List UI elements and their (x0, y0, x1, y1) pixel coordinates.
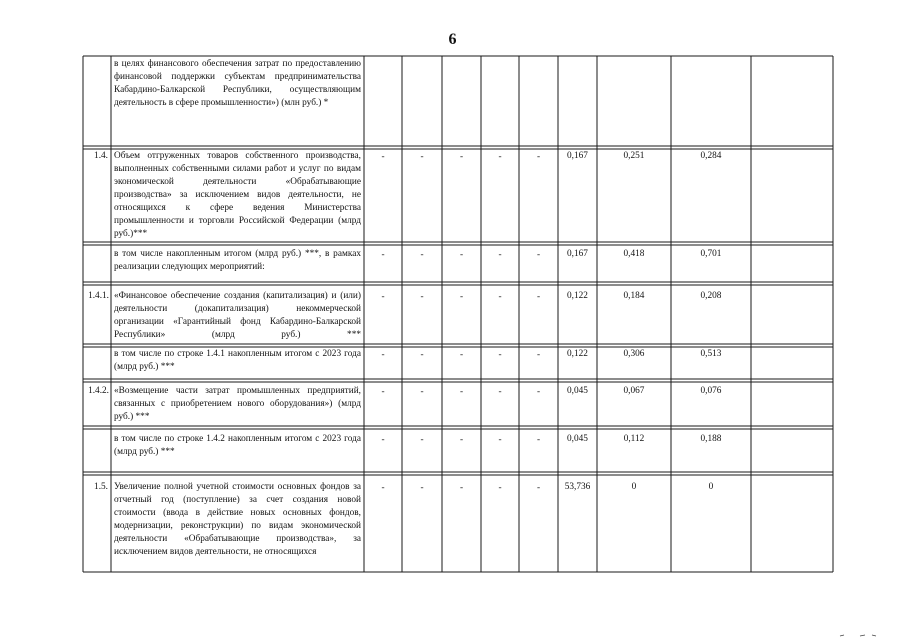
value-cell: - (420, 152, 424, 162)
value-cell: - (381, 483, 385, 493)
value-cell: - (459, 250, 464, 260)
value-cell: - (498, 435, 502, 445)
value-cell: 0 (708, 482, 714, 492)
value-cell: - (459, 387, 464, 397)
value-cell: 0,167 (567, 249, 588, 259)
value-cell: 0,045 (567, 434, 588, 444)
indicator-description: Увеличение полной учетной стоимости основных фондов за отчетный год (поступление) за счет создания новой стоимости (ввода в действие новых основных фондов, модернизации, реконструкции) по видам экономической деятельности «Обрабатывающие производства», за исключением видов деятельности, не относящихся (114, 482, 361, 557)
value-cell: - (536, 152, 541, 162)
value-cell: - (498, 387, 502, 397)
indicator-description: Объем отгруженных товаров собственного производства, выполненных собственными силами работ и услуг по видам экономической деятельности «Обрабатывающие производства» за исключением видов деятельности, не относящихся к сфере ведения Министерства промышленности и торговли Российской Федерации (млрд руб.)*** (114, 151, 361, 239)
value-cell: 0,284 (700, 151, 722, 161)
indicator-description: «Финансовое обеспечение создания (капитализация) и (или) деятельности (докапитализация) некоммерческой организации «Гарантийный фонд Кабардино-Балкарской Республики» (млрд руб.) *** (114, 291, 361, 340)
value-cell: - (536, 483, 541, 493)
row-number: 1.4.2. (88, 386, 109, 396)
value-cell: - (536, 435, 541, 445)
value-cell: - (381, 250, 385, 260)
value-cell: - (420, 350, 424, 360)
value-cell: 0,067 (623, 386, 645, 396)
row-number: 1.5. (94, 482, 108, 492)
value-cell: - (459, 292, 464, 302)
value-cell: 0,122 (567, 291, 588, 301)
value-cell: 0,076 (700, 386, 722, 396)
value-cell: 0,306 (623, 349, 645, 359)
value-cell: 0,188 (700, 434, 722, 444)
page-number: 6 (448, 31, 457, 48)
value-cell: 0,184 (623, 291, 645, 301)
value-cell: - (381, 292, 385, 302)
value-cell: - (536, 250, 541, 260)
value-cell: 0,701 (700, 249, 722, 259)
value-cell: - (420, 250, 424, 260)
indicator-description: в том числе по строке 1.4.1 накопленным итогом с 2023 года (млрд руб.) *** (114, 349, 361, 372)
value-cell: - (459, 350, 464, 360)
value-cell: 0,513 (700, 349, 722, 359)
value-cell: - (381, 350, 385, 360)
value-cell: - (420, 292, 424, 302)
value-cell: - (498, 152, 502, 162)
value-cell: 0,251 (623, 151, 645, 161)
value-cell: 0,418 (623, 249, 645, 259)
value-cell: - (459, 152, 464, 162)
value-cell: - (459, 435, 464, 445)
value-cell: 53,736 (564, 482, 591, 492)
value-cell: - (536, 292, 541, 302)
value-cell: - (420, 387, 424, 397)
row-number: 1.4. (94, 151, 108, 161)
indicator-description: «Возмещение части затрат промышленных предприятий, связанных с приобретением нового оборудования») (млрд руб.) *** (114, 386, 361, 422)
indicator-description: в том числе по строке 1.4.2 накопленным итогом с 2023 года (млрд руб.) *** (114, 434, 361, 457)
indicator-description: в целях финансового обеспечения затрат по предоставлению финансовой поддержки субъектам предпринимательства Кабардино-Балкарской Республики, осуществляющим деятельность в сфере промышленности») (млн руб.) * (114, 59, 361, 108)
pen-mark (838, 632, 878, 638)
row-number: 1.4.1. (88, 291, 109, 301)
value-cell: - (381, 387, 385, 397)
value-cell: - (536, 387, 541, 397)
value-cell: - (381, 435, 385, 445)
value-cell: 0,045 (567, 386, 588, 396)
value-cell: - (498, 250, 502, 260)
value-cell: 0,167 (567, 151, 588, 161)
value-cell: 0,112 (623, 434, 645, 444)
value-cell: 0,122 (567, 349, 588, 359)
value-cell: 0,208 (700, 291, 722, 301)
value-cell: - (381, 152, 385, 162)
value-cell: - (498, 292, 502, 302)
value-cell: - (420, 483, 424, 493)
value-cell: - (498, 483, 502, 493)
value-cell: - (536, 350, 541, 360)
value-cell: - (459, 483, 464, 493)
value-cell: - (420, 435, 424, 445)
indicator-description: в том числе накопленным итогом (млрд руб.) ***, в рамках реализации следующих мероприятий: (114, 249, 361, 272)
value-cell: 0 (631, 482, 637, 492)
value-cell: - (498, 350, 502, 360)
